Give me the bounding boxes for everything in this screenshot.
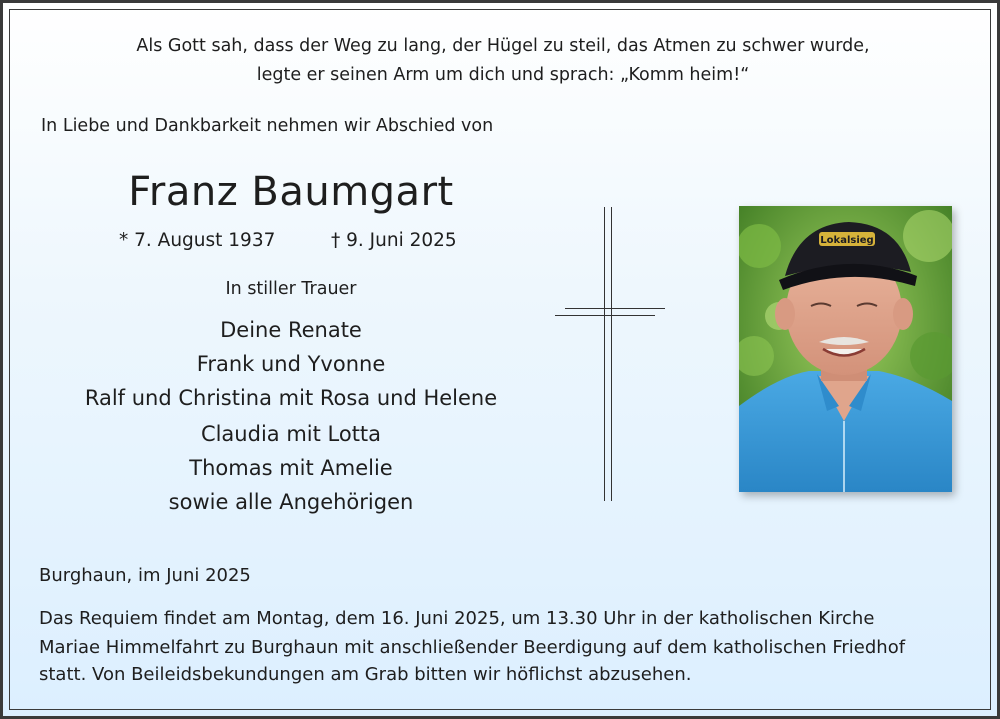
mourner-line: Claudia mit Lotta: [200, 422, 382, 446]
service-line-2: Mariae Himmelfahrt zu Burghaun mit anschließender Beerdigung auf dem katholischen Friedhof: [39, 637, 906, 658]
deceased-name: Franz Baumgart: [128, 169, 454, 215]
svg-text:Lokalsieg: Lokalsieg: [820, 235, 874, 246]
intro-text: In Liebe und Dankbarkeit nehmen wir Abschied von: [41, 116, 494, 136]
mourner-line: Deine Renate: [220, 318, 362, 342]
verse-line-1: Als Gott sah, dass der Weg zu lang, der Hügel zu steil, das Atmen zu schwer wurde,: [136, 36, 870, 56]
place-date: Burghaun, im Juni 2025: [39, 565, 251, 586]
mourner-line: sowie alle Angehörigen: [168, 490, 414, 514]
mourner-line: Frank und Yvonne: [196, 352, 386, 376]
verse-line-2: legte er seinen Arm um dich und sprach: „Komm heim!“: [256, 65, 750, 85]
mourner-line: Ralf und Christina mit Rosa und Helene: [84, 386, 498, 410]
service-line-1: Das Requiem findet am Montag, dem 16. Juni 2025, um 13.30 Uhr in der katholischen Kirche: [39, 608, 875, 629]
birth-date: * 7. August 1937: [119, 230, 276, 251]
death-date: † 9. Juni 2025: [331, 230, 457, 251]
portrait-photo: [739, 206, 952, 492]
service-line-3: statt. Von Beileidsbekundungen am Grab bitten wir höflichst abzusehen.: [39, 664, 692, 685]
mourner-line: Thomas mit Amelie: [189, 456, 393, 480]
mourners-heading: In stiller Trauer: [225, 279, 357, 299]
